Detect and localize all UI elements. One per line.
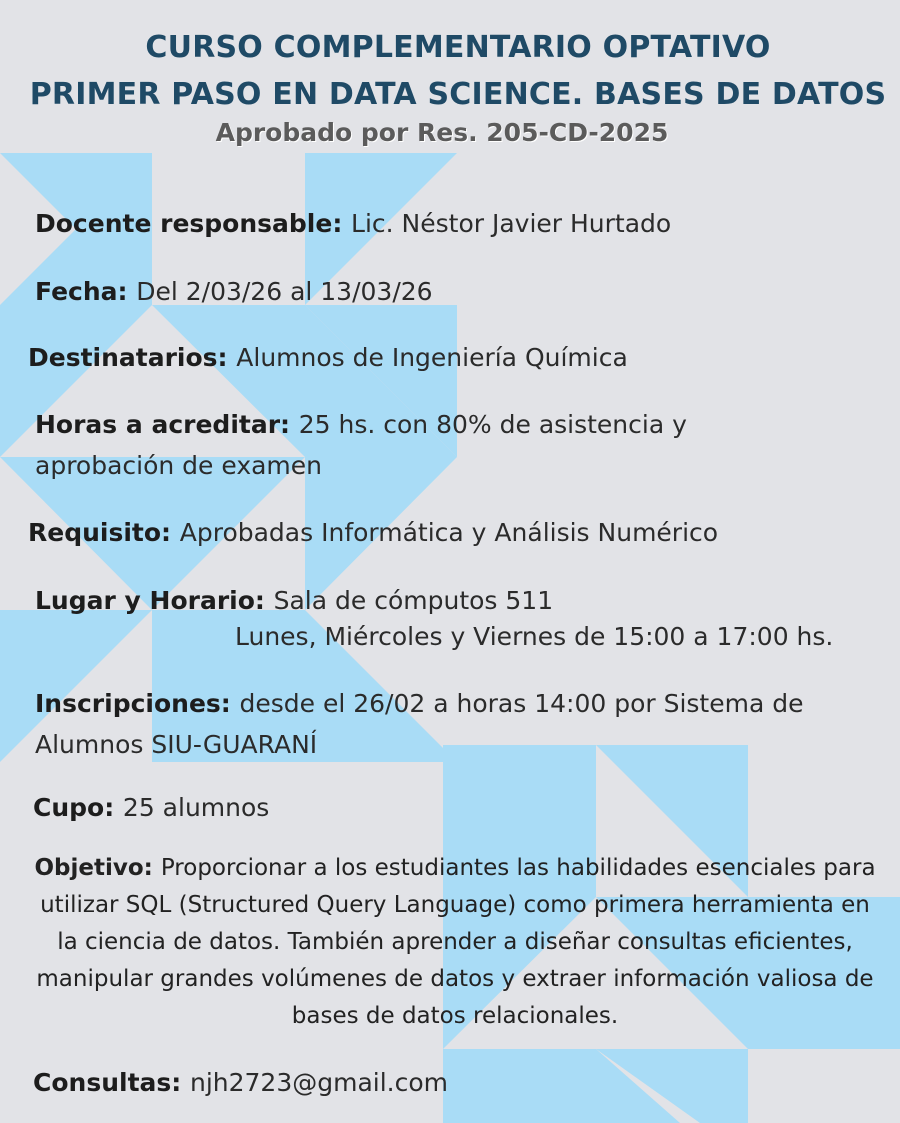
- docente-value: Lic. Néstor Javier Hurtado: [351, 209, 672, 238]
- inscripciones-value-continued: Alumnos SIU-GUARANÍ: [35, 730, 318, 759]
- horas-label: Horas a acreditar:: [35, 410, 299, 439]
- fecha-value: Del 2/03/26 al 13/03/26: [136, 277, 433, 306]
- horario-value: Lunes, Miércoles y Viernes de 15:00 a 17:00 hs.: [235, 622, 834, 651]
- destinatarios-label: Destinatarios:: [28, 343, 237, 372]
- horas-row: [35, 406, 687, 444]
- horas-value: 25 hs. con 80% de asistencia y: [298, 410, 687, 439]
- horas-value-continued: aprobación de examen: [35, 451, 323, 480]
- inscripciones-row: [35, 685, 804, 723]
- cupo-value: 25 alumnos: [122, 793, 270, 822]
- consultas-label: Consultas:: [33, 1068, 190, 1097]
- objetivo-paragraph: [30, 850, 880, 1035]
- lugar-row: [35, 582, 553, 620]
- course-type-title: CURSO COMPLEMENTARIO OPTATIVO: [145, 30, 771, 65]
- objetivo-value: Proporcionar a los estudiantes las habilidades esenciales para utilizar SQL (Structured Query Language) como primera herramienta en la ciencia de datos. También aprender a diseñar consultas eficientes, manipular grandes volúmenes de datos y extraer información valiosa de bases de datos relacionales.: [36, 855, 876, 1029]
- destinatarios-value: Alumnos de Ingeniería Química: [236, 343, 628, 372]
- inscripciones-label: Inscripciones:: [35, 689, 240, 718]
- course-name-title: PRIMER PASO EN DATA SCIENCE. BASES DE DATOS: [29, 77, 887, 112]
- approval-resolution: Aprobado por Res. 205-CD-2025: [215, 118, 669, 147]
- fecha-label: Fecha:: [35, 277, 137, 306]
- inscripciones-value: desde el 26/02 a horas 14:00 por Sistema de: [239, 689, 804, 718]
- cupo-row: [33, 789, 269, 827]
- consultas-email: njh2723@gmail.com: [189, 1068, 449, 1097]
- lugar-label: Lugar y Horario:: [35, 586, 274, 615]
- fecha-row: [35, 273, 433, 311]
- consultas-row: [33, 1064, 448, 1102]
- destinatarios-row: [28, 339, 628, 377]
- requisito-label: Requisito:: [28, 518, 180, 547]
- docente-label: Docente responsable:: [35, 209, 352, 238]
- objetivo-label: Objetivo:: [34, 855, 161, 881]
- requisito-value: Aprobadas Informática y Análisis Numérico: [179, 518, 719, 547]
- docente-row: [35, 205, 671, 243]
- requisito-row: [28, 514, 718, 552]
- lugar-value: Sala de cómputos 511: [273, 586, 554, 615]
- cupo-label: Cupo:: [33, 793, 123, 822]
